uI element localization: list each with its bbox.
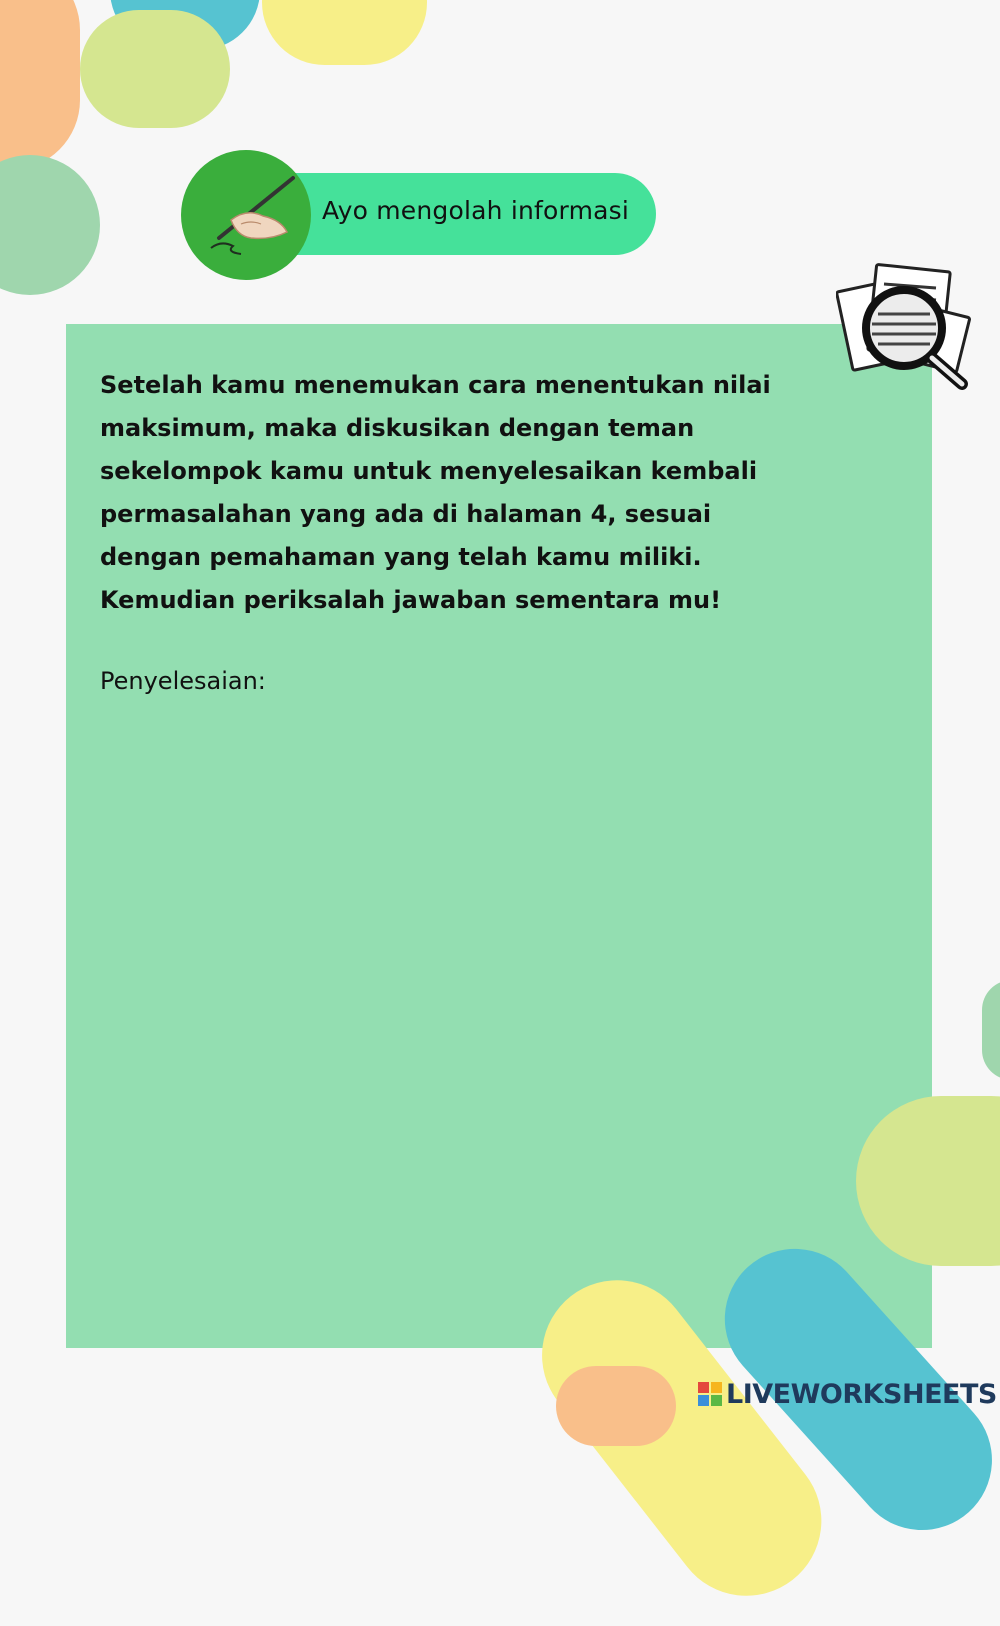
- section-title: Ayo mengolah informasi: [322, 196, 630, 225]
- logo-text: LIVEWORKSHEETS: [726, 1378, 997, 1410]
- instruction-paragraph: Setelah kamu menemukan cara menentukan nilai maksimum, maka diskusikan dengan teman sekelompok kamu untuk menyelesaikan kembali permasalahan yang ada di halaman 4, sesuai dengan pemahaman yang telah kamu miliki. Kemudian periksalah jawaban sementara mu!: [100, 371, 771, 614]
- decor-shape-yellow-top: [262, 0, 427, 65]
- document-magnifier-icon: [836, 262, 972, 396]
- decor-shape-lime-top: [80, 10, 230, 128]
- decor-shape-green-left: [0, 155, 100, 295]
- logo-mark: [698, 1382, 722, 1406]
- decor-shape-green-right: [982, 980, 1000, 1080]
- liveworksheets-logo: [698, 1378, 997, 1410]
- answer-label: Penyelesaian:: [100, 667, 266, 695]
- hand-writing-icon: [181, 150, 311, 280]
- decor-shape-orange-bottom: [556, 1366, 676, 1446]
- decor-shape-orange-left: [0, 0, 80, 170]
